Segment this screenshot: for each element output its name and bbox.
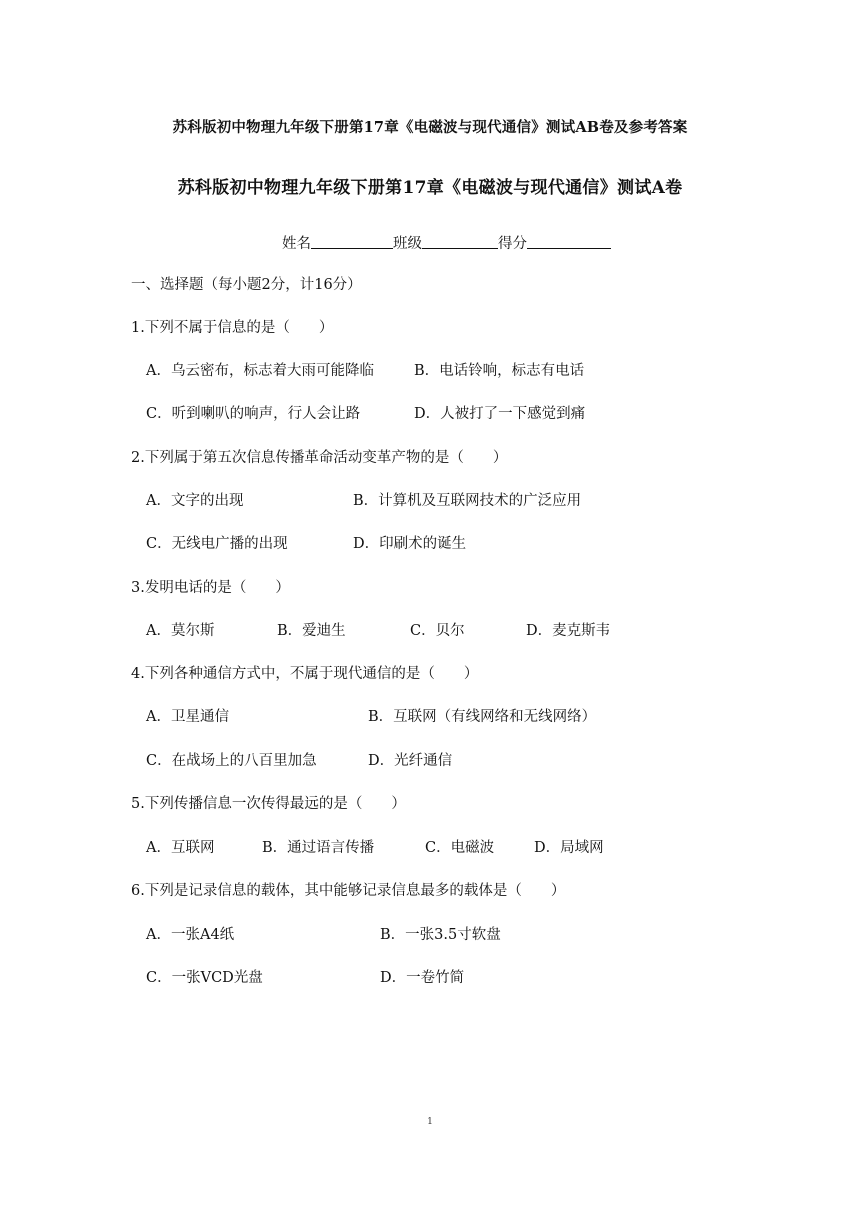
question-stem: 6.下列是记录信息的载体，其中能够记录信息最多的载体是（ ）	[131, 883, 566, 899]
option-a: A．乌云密布，标志着大雨可能降临	[146, 363, 374, 379]
option-d: D．人被打了一下感觉到痛	[414, 406, 586, 422]
option-c: C．贝尔	[410, 623, 465, 639]
name-label: 姓名	[282, 236, 311, 252]
option-c: C．听到喇叭的响声，行人会让路	[146, 406, 361, 422]
option-c: C．无线电广播的出现	[146, 536, 288, 552]
option-b: B．爱迪生	[277, 623, 346, 639]
question-stem: 1.下列不属于信息的是（ ）	[131, 320, 334, 336]
option-d: D．一卷竹简	[380, 970, 465, 986]
student-info-line	[282, 232, 611, 253]
option-b: B．计算机及互联网技术的广泛应用	[353, 493, 582, 509]
option-d: D．局域网	[534, 840, 604, 856]
option-b: B．通过语言传播	[262, 840, 375, 856]
class-label: 班级	[393, 236, 422, 252]
page-number: 1	[427, 1117, 433, 1127]
option-c: C．电磁波	[425, 840, 495, 856]
option-b: B．一张3.5寸软盘	[380, 927, 501, 943]
option-a: A．莫尔斯	[146, 623, 215, 639]
question-stem: 4.下列各种通信方式中，不属于现代通信的是（ ）	[131, 666, 479, 682]
question-stem: 5.下列传播信息一次传得最远的是（ ）	[131, 796, 406, 812]
score-label: 得分	[498, 236, 527, 252]
option-a: A．一张A4纸	[146, 927, 235, 943]
option-d: D．印刷术的诞生	[353, 536, 467, 552]
question-stem: 2.下列属于第五次信息传播革命活动变革产物的是（ ）	[131, 450, 508, 466]
option-b: B．电话铃响，标志有电话	[414, 363, 585, 379]
test-title: 苏科版初中物理九年级下册第17章《电磁波与现代通信》测试A卷	[177, 178, 683, 198]
option-d: D．光纤通信	[368, 753, 453, 769]
question-stem: 3.发明电话的是（ ）	[131, 580, 290, 596]
option-c: C．一张VCD光盘	[146, 970, 263, 986]
class-blank	[422, 234, 498, 249]
section-heading: 一、选择题（每小题2分，计16分）	[131, 277, 362, 293]
option-a: A．卫星通信	[146, 709, 229, 725]
option-a: A．文字的出现	[146, 493, 244, 509]
name-blank	[311, 234, 393, 249]
option-a: A．互联网	[146, 840, 215, 856]
option-d: D．麦克斯韦	[526, 623, 611, 639]
option-c: C．在战场上的八百里加急	[146, 753, 317, 769]
score-blank	[527, 234, 611, 249]
option-b: B．互联网（有线网络和无线网络）	[368, 709, 597, 725]
document-title: 苏科版初中物理九年级下册第17章《电磁波与现代通信》测试AB卷及参考答案	[172, 119, 688, 136]
